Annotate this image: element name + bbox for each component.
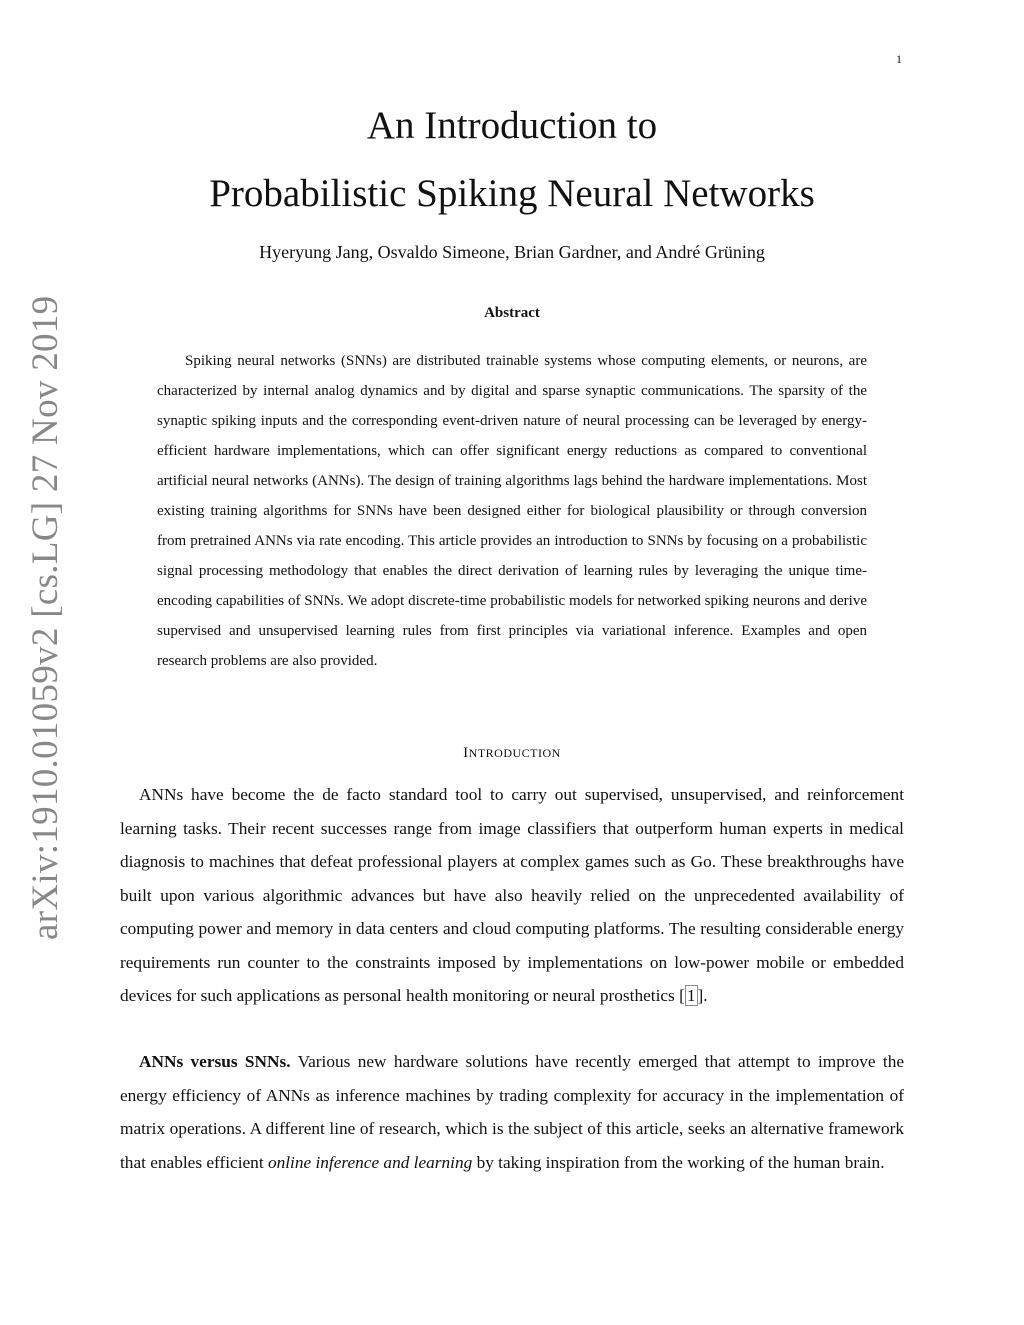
citation-close-bracket: ].	[697, 986, 708, 1005]
intro-paragraph-2-text-a: Various new hardware solutions have recently emerged that attempt to improve the energy efficiency of ANNs as inference machines by trading complexity for accuracy in the implementation of matrix operations. A different line of research, which is the subject of this article, seeks an alternative framework that enables efficient	[120, 1052, 905, 1172]
section-heading-rest: NTRODUCTION	[468, 746, 561, 760]
authors: Hyeryung Jang, Osvaldo Simeone, Brian Gardner, and André Grüning	[259, 242, 765, 262]
abstract-heading: Abstract	[484, 305, 540, 321]
title-line-2: Probabilistic Spiking Neural Networks	[209, 172, 815, 215]
citation-open-bracket: [	[679, 986, 685, 1005]
paragraph-lead-in: ANNs versus SNNs.	[139, 1052, 291, 1071]
intro-paragraph-2-text-b: by taking inspiration from the working of the human brain.	[472, 1152, 885, 1172]
intro-paragraph-1-text: ANNs have become the de facto standard tool to carry out supervised, unsupervised, and reinforcement learning tasks. Their recent successes range from image classifiers that outperform human experts in medical diagnosis to machines that defeat professional players at complex games such as Go. These breakthroughs have built upon various algorithmic advances but have also heavily relied on the unprecedented availability of computing power and memory in data centers and cloud computing platforms. The resulting considerable energy requirements run counter to the constraints imposed by implementations on low-power mobile or embedded devices for such applications as personal health monitoring or neural prosthetics	[120, 785, 904, 1005]
section-heading-introduction	[0, 745, 1024, 762]
section-heading-initial: I	[463, 745, 469, 761]
abstract-body: Spiking neural networks (SNNs) are distributed trainable systems whose computing elements, or neurons, are characterized by internal analog dynamics and by digital and sparse synaptic communications. The sparsity of the synaptic spiking inputs and the corresponding event-driven nature of neural processing can be leveraged by energy-efficient hardware implementations, which can offer significant energy reductions as compared to conventional artificial neural networks (ANNs). The design of training algorithms lags behind the hardware implementations. Most existing training algorithms for SNNs have been designed either for biological plausibility or through conversion from pretrained ANNs via rate encoding. This article provides an introduction to SNNs by focusing on a probabilistic signal processing methodology that enables the direct derivation of learning rules by leveraging the unique time-encoding capabilities of SNNs. We adopt discrete-time probabilistic models for networked spiking neurons and derive supervised and unsupervised learning rules from first principles via variational inference. Examples and open research problems are also provided.	[157, 353, 867, 669]
intro-paragraph-2	[120, 1045, 904, 1179]
page-number: 1	[896, 52, 902, 66]
citation-link[interactable]: 1	[686, 986, 696, 1005]
arxiv-side-stamp: arXiv:1910.01059v2 [cs.LG] 27 Nov 2019	[25, 295, 66, 940]
emphasis-online-inference: online inference and learning	[267, 1152, 473, 1172]
intro-paragraph-1	[120, 778, 904, 1013]
title-line-1: An Introduction to	[366, 104, 658, 147]
